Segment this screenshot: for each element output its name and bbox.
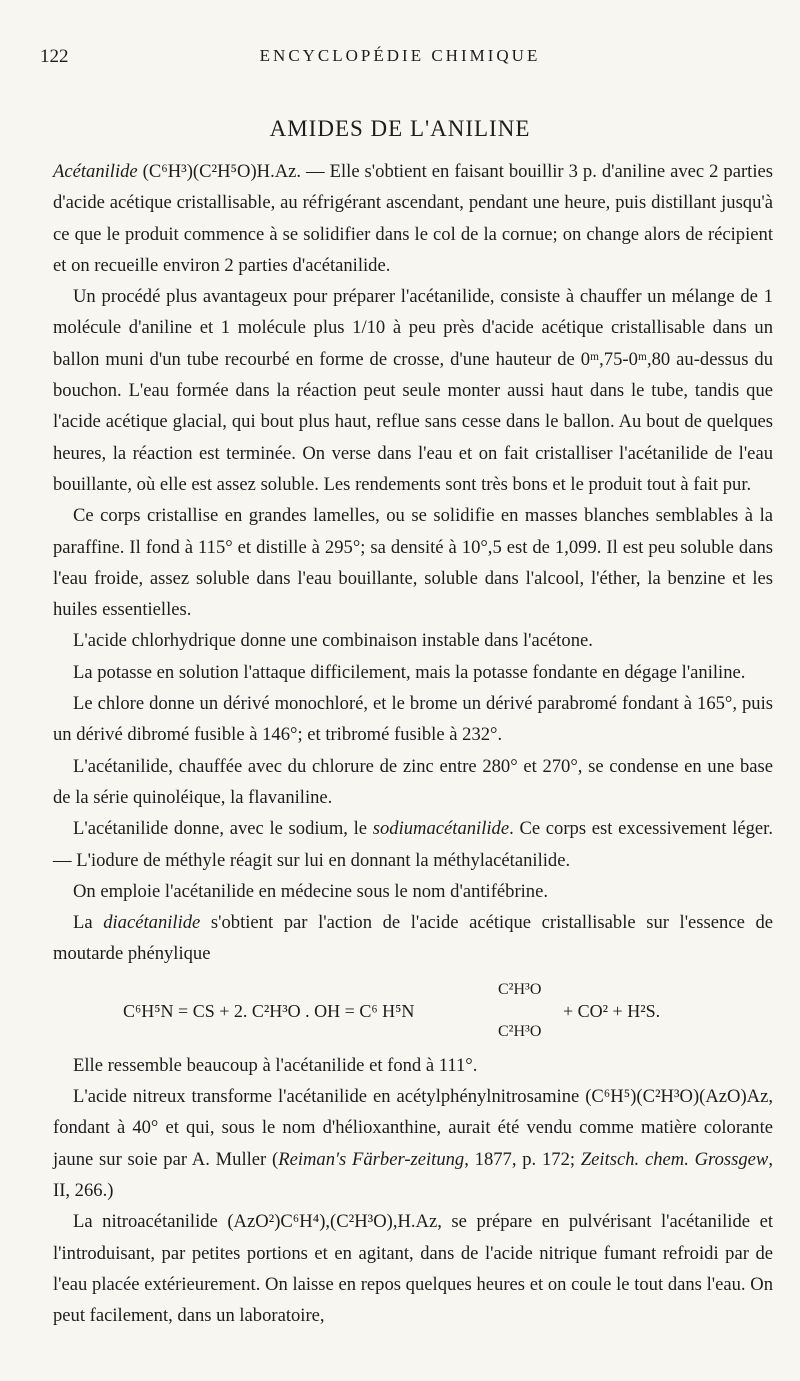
paragraph-text: , II, 266.)	[53, 1148, 773, 1201]
paragraph-text: (C⁶H³)(C²H⁵O)H.Az. — Elle s'obtient en faisant bouillir 3 p. d'aniline avec 2 parties d'acide acétique cristallisable, au réfrigérant ascendant, pendant une heure, puis distillant jusqu'à ce que le produit commence à se solidifier dans le col de la cornue; on change alors de récipient et on recueille environ 2 parties d'acétanilide.	[53, 161, 773, 276]
term-sodiumacetanilide: sodiumacétanilide	[372, 818, 510, 840]
paragraph-text: , 1877, p. 172;	[464, 1148, 581, 1170]
paragraph	[53, 907, 773, 970]
paragraph-text: L'acétanilide donne, avec le sodium, le	[73, 818, 373, 840]
equation-group-top: C²H³O	[498, 980, 542, 998]
term-acetanilide: Acétanilide	[53, 161, 138, 182]
paragraph: La nitroacétanilide (AzO²)C⁶H⁴),(C²H³O),H.Az, se prépare en pulvérisant l'acétanilide et l'introduisant, par petites portions et en agitant, dans de l'acide nitrique fumant refroidi par de l'eau placée extérieurement. On laisse en repos quelques heures et on coule le tout dans l'eau. On peut facilement, dans un laboratoire,	[53, 1211, 773, 1327]
citation-journal: Zeitsch. chem. Grossgew	[580, 1148, 769, 1170]
paragraph: L'acide chlorhydrique donne une combinaison instable dans l'acétone.	[73, 630, 593, 652]
body-text	[53, 156, 773, 1331]
equation-rhs: + CO² + H²S.	[563, 1000, 661, 1021]
paragraph: L'acétanilide, chauffée avec du chlorure de zinc entre 280° et 270°, se condense en une base de la série quinoléique, la flavaniline.	[53, 755, 773, 808]
paragraph: Un procédé plus avantageux pour préparer l'acétanilide, consiste à chauffer un mélange de 1 molécule d'aniline et 1 molécule plus 1/10 à peu près d'acide acétique cristallisable dans un ballon muni d'un tube recourbé en forme de crosse, d'une hauteur de 0ᵐ,75-0ᵐ,80 au-dessus du bouchon. L'eau formée dans la réaction peut seule monter aussi haut dans le tube, tandis que l'acide acétique glacial, qui bout plus haut, reflue sans cesse dans le ballon. Au bout de quelques heures, la réaction est terminée. On verse dans l'eau et on fait cristalliser l'acétanilide de l'eau bouillante, où elle est assez soluble. Les rendements sont très bons et le produit tout à fait pur.	[53, 286, 773, 495]
running-head	[40, 46, 760, 66]
chemical-equation	[53, 974, 773, 1044]
citation-journal: Reiman's Färber-zeitung	[278, 1148, 465, 1170]
paragraph	[53, 1081, 773, 1206]
paragraph-text: s'obtient par l'action de l'acide acétique cristallisable sur l'essence de moutarde phénylique	[53, 912, 773, 965]
running-title: ENCYCLOPÉDIE CHIMIQUE	[259, 46, 541, 65]
paragraph-text: L'acide nitreux transforme l'acétanilide en acétylphénylnitrosamine (C⁶H⁵)(C²H³O)(AzO)Az, fondant à 40° et qui, sous le nom d'hélioxanthine, aurait été vendu comme matière colorante jaune sur soie par A. Muller (	[53, 1086, 773, 1170]
equation-group-bottom: C²H³O	[498, 1022, 542, 1040]
paragraph: On emploie l'acétanilide en médecine sous le nom d'antifébrine.	[73, 880, 548, 902]
paragraph-acetanilide	[53, 156, 773, 281]
paragraph: Le chlore donne un dérivé monochloré, et le brome un dérivé parabromé fondant à 165°, puis un dérivé dibromé fusible à 146°; et tribromé fusible à 232°.	[53, 693, 773, 746]
paragraph-text: La	[73, 912, 104, 934]
paragraph-text: . Ce corps est excessivement léger. — L'iodure de méthyle réagit sur lui en donnant la méthylacétanilide.	[53, 818, 773, 871]
paragraph: Elle ressemble beaucoup à l'acétanilide et fond à 111°.	[73, 1054, 478, 1076]
paragraph: Ce corps cristallise en grandes lamelles, ou se solidifie en masses blanches semblables à la paraffine. Il fond à 115° et distille à 295°; sa densité à 10°,5 est de 1,099. Il est peu soluble dans l'eau froide, assez soluble dans l'eau bouillante, soluble dans l'alcool, l'éther, la benzine et les huiles essentielles.	[53, 505, 773, 621]
paragraph: La potasse en solution l'attaque difficilement, mais la potasse fondante en dégage l'aniline.	[73, 661, 746, 683]
page-number: 122	[40, 46, 69, 67]
paragraph	[53, 813, 773, 876]
equation-lhs: C⁶H⁵N = CS + 2. C²H³O . OH = C⁶ H⁵N	[123, 1000, 415, 1021]
term-diacetanilide: diacétanilide	[103, 912, 201, 934]
section-title: AMIDES DE L'ANILINE	[269, 116, 531, 141]
